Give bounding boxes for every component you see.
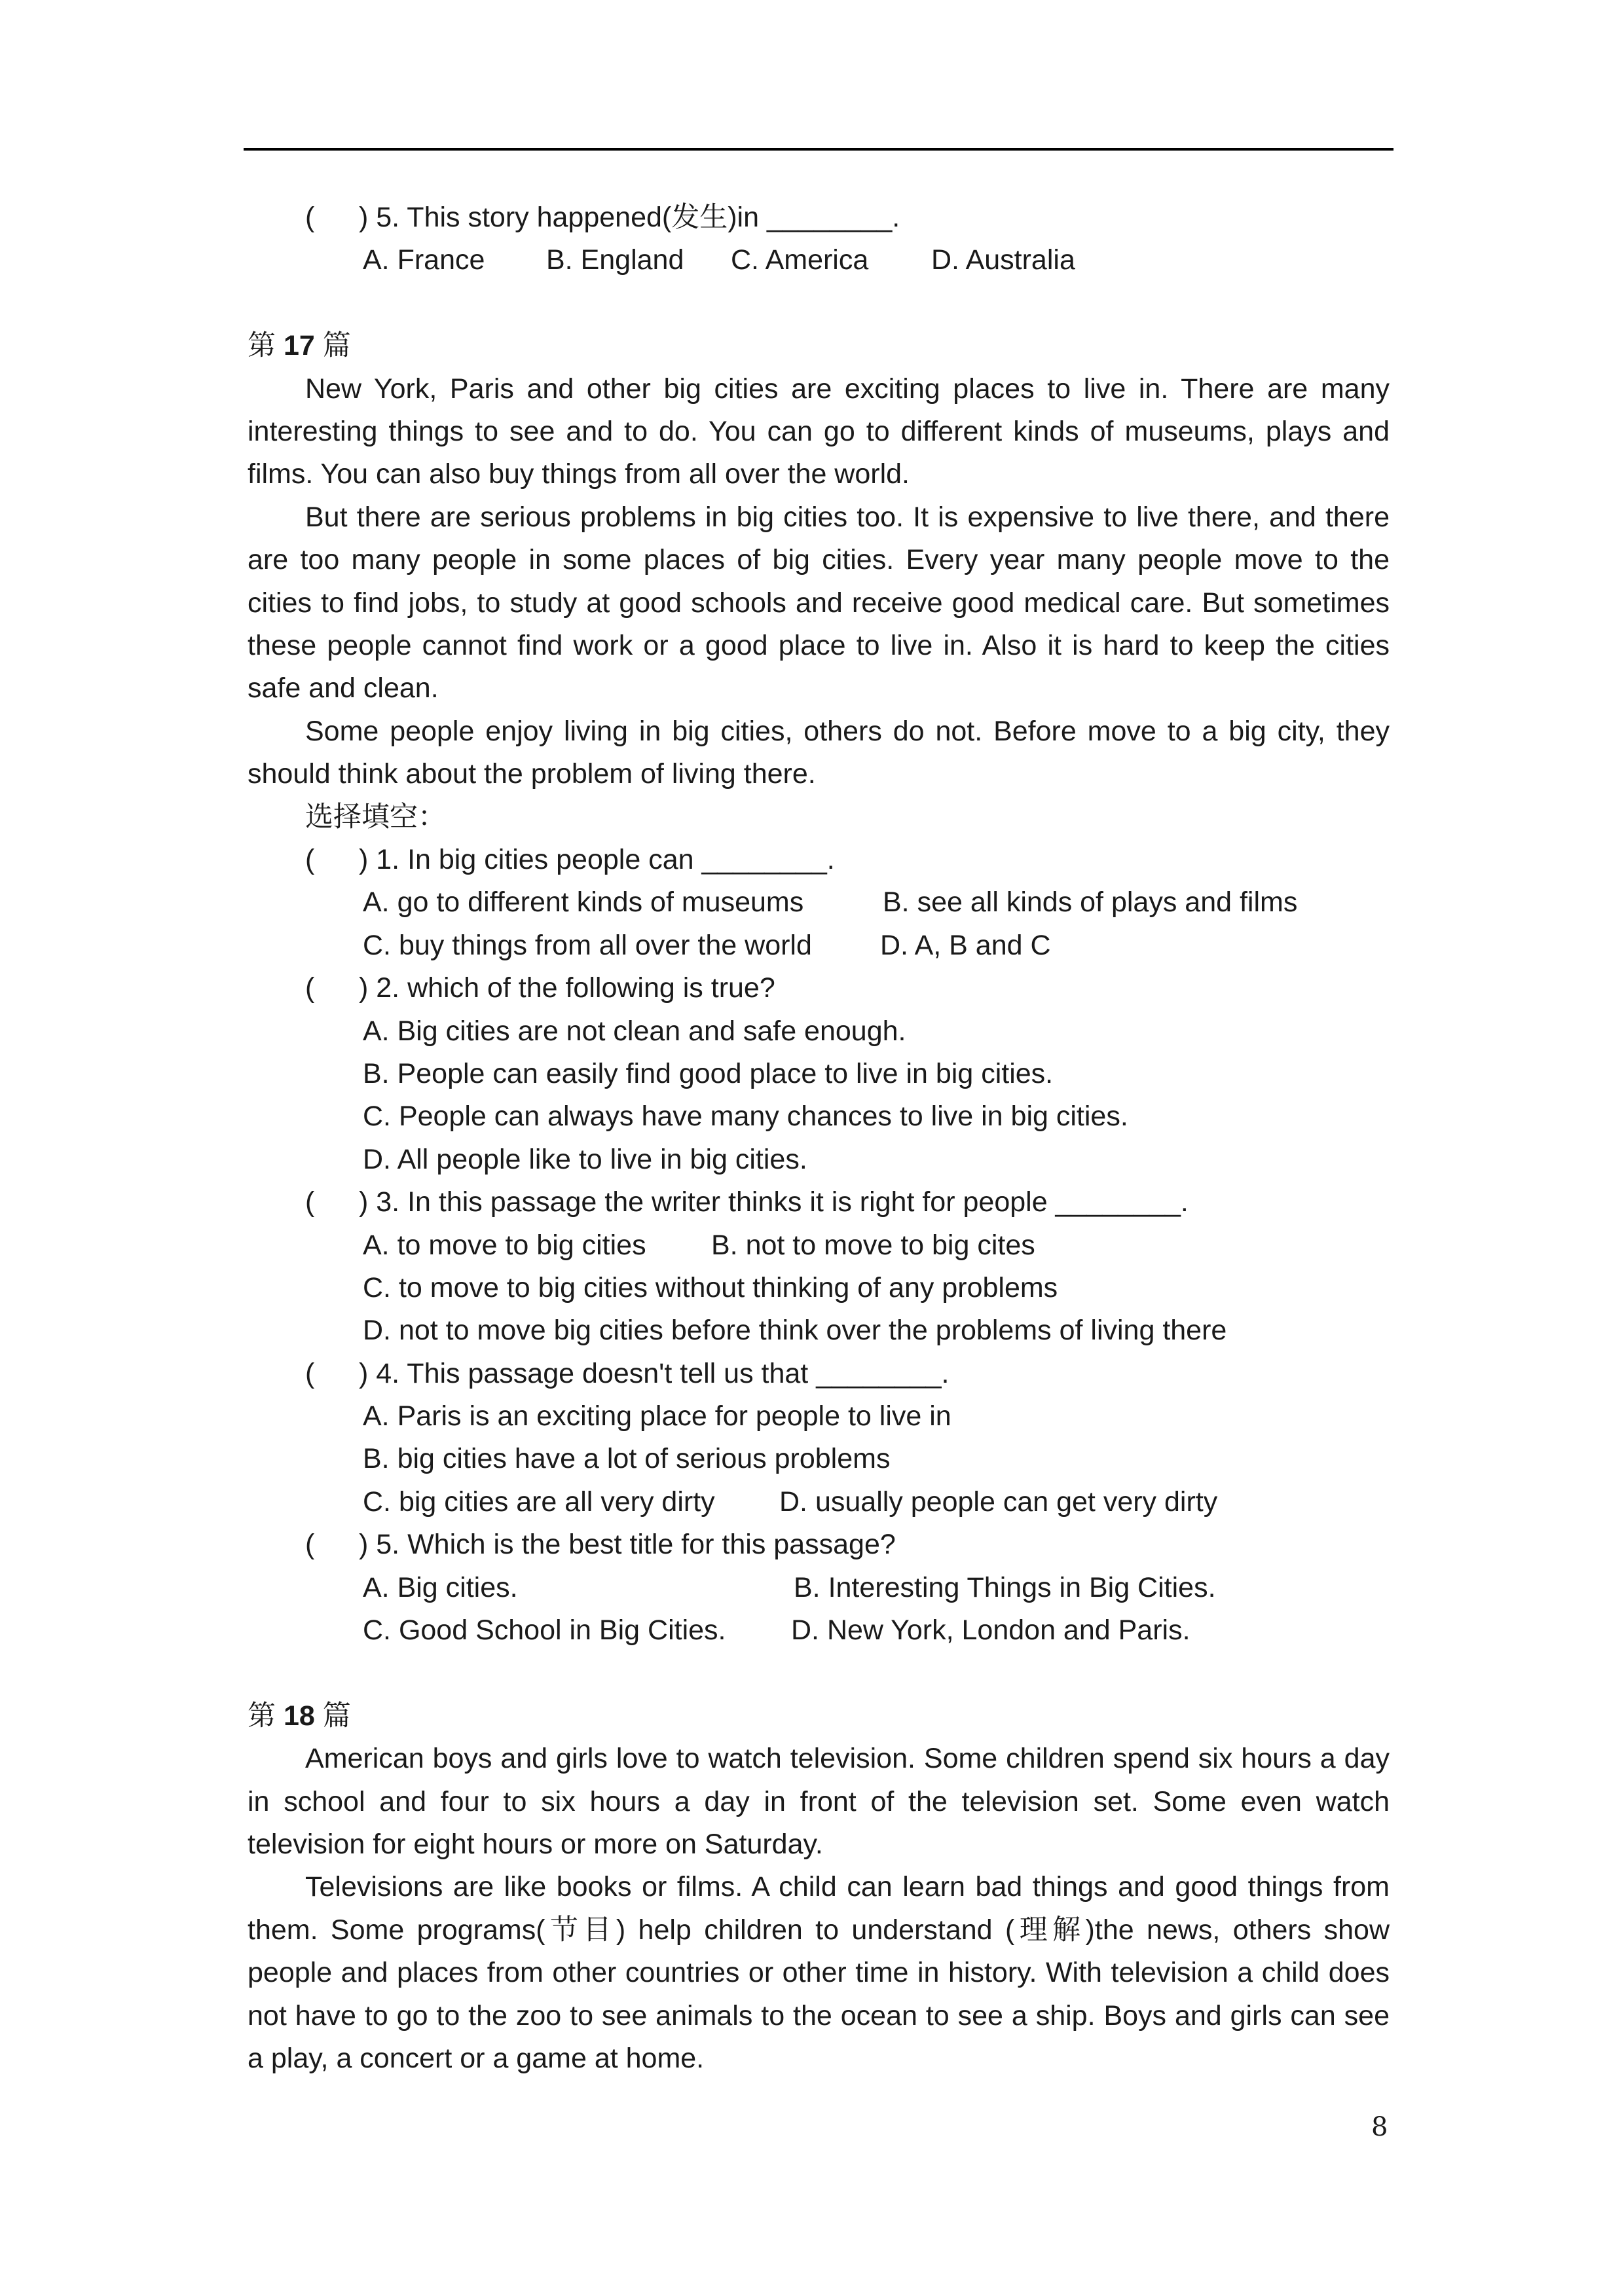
answer-paren[interactable]: ( — [305, 1186, 315, 1218]
option-c: C. America — [731, 244, 869, 276]
question-text: ) 4. This passage doesn't tell us that ________. — [359, 1357, 950, 1389]
option-a: A. Big cities. — [363, 1571, 518, 1603]
heading-suffix: 篇 — [322, 330, 351, 362]
question-text: ) 5. Which is the best title for this passage? — [359, 1529, 896, 1561]
option-row — [248, 881, 1390, 924]
option-row — [248, 1224, 1390, 1267]
option-row — [248, 1567, 1390, 1609]
question-text: ) 5. This story happened(发生)in ________. — [359, 202, 900, 233]
option-a: A. Paris is an exciting place for people to live in — [363, 1400, 951, 1432]
option-row — [248, 239, 1390, 282]
heading-suffix: 篇 — [322, 1700, 351, 1732]
passage-18-paragraph-2: Televisions are like books or films. A child can learn bad things and good things from them. Some programs(节目) help children to understand (理解)the news, others show people and places from other countries or other time in history. With television a child does not have to go to the zoo to see animals to the ocean to see a ship. Boys and girls can see a play, a concert or a game at home. — [248, 1871, 1390, 2075]
option-c: C. to move to big cities without thinking of any problems — [363, 1271, 1058, 1303]
question-3 — [248, 1181, 1390, 1224]
option-c: C. People can always have many chances to live in big cities. — [363, 1101, 1128, 1133]
question-text: ) 2. which of the following is true? — [359, 972, 775, 1004]
option-d: D. New York, London and Paris. — [791, 1614, 1190, 1647]
option-b: B. Interesting Things in Big Cities. — [794, 1571, 1216, 1603]
passage-18-heading — [248, 1695, 1390, 1738]
question-4 — [248, 1353, 1390, 1395]
question-5 — [248, 1523, 1390, 1566]
page-number: 8 — [1371, 2112, 1388, 2142]
heading-prefix: 第 — [248, 1700, 276, 1732]
answer-paren[interactable]: ( — [305, 1529, 315, 1561]
option-a: A. go to different kinds of museums — [363, 886, 804, 919]
passage-18-paragraph-1: American boys and girls love to watch television. Some children spend six hours a day in school and four to six hours a day in front of the television set. Some even watch television for eight hours or more on Saturday. — [248, 1743, 1390, 1861]
option-b: B. not to move to big cites — [711, 1229, 1035, 1261]
option-c: C. buy things from all over the world — [363, 929, 812, 961]
option-b: B. England — [546, 244, 684, 276]
option-a: A. France — [363, 244, 485, 276]
option-b: B. People can easily find good place to live in big cities. — [363, 1057, 1054, 1089]
passage-17-heading — [248, 325, 1390, 367]
answer-paren[interactable]: ( — [305, 1357, 315, 1389]
option-b: B. see all kinds of plays and films — [883, 886, 1298, 919]
option-b: B. big cities have a lot of serious problems — [363, 1443, 891, 1475]
heading-prefix: 第 — [248, 330, 276, 362]
question-1 — [248, 839, 1390, 881]
option-row — [248, 1609, 1390, 1652]
option-c: C. Good School in Big Cities. — [363, 1614, 726, 1647]
option-d: D. Australia — [931, 244, 1075, 276]
instruction-label: 选择填空： — [305, 800, 446, 833]
option-c: C. big cities are all very dirty — [363, 1485, 715, 1518]
answer-paren[interactable]: ( — [305, 972, 315, 1004]
passage-17-paragraph-1: New York, Paris and other big cities are exciting places to live in. There are many interesting things to see and to do. You can go to different kinds of museums, plays and films. You can also buy things from all over the world. — [248, 373, 1390, 490]
option-d: D. usually people can get very dirty — [779, 1485, 1218, 1518]
document-body — [248, 196, 1390, 2080]
option-d: D. A, B and C — [880, 929, 1051, 961]
option-a: A. to move to big cities — [363, 1229, 646, 1261]
answer-paren[interactable]: ( — [305, 202, 315, 233]
option-d: D. All people like to live in big cities. — [363, 1143, 807, 1175]
answer-paren[interactable]: ( — [305, 844, 315, 876]
heading-number: 18 — [283, 1700, 315, 1732]
option-row — [248, 924, 1390, 967]
heading-number: 17 — [283, 330, 315, 362]
header-rule — [244, 148, 1393, 151]
passage-17-paragraph-3: Some people enjoy living in big cities, others do not. Before move to a big city, they should think about the problem of living there. — [248, 715, 1390, 790]
option-row — [248, 1481, 1390, 1523]
question-2 — [248, 967, 1390, 1010]
question-text: ) 1. In big cities people can ________. — [359, 844, 835, 876]
option-a: A. Big cities are not clean and safe enough. — [363, 1015, 906, 1047]
option-d: D. not to move big cities before think over the problems of living there — [363, 1315, 1227, 1347]
passage-17-paragraph-2: But there are serious problems in big cities too. It is expensive to live there, and there are too many people in some places of big cities. Every year many people move to the cities to find jobs, to study at good schools and receive good medical care. But sometimes these people cannot find work or a good place to live in. Also it is hard to keep the cities safe and clean. — [248, 501, 1390, 704]
question-text: ) 3. In this passage the writer thinks it is right for people ________. — [359, 1186, 1189, 1218]
question-top-5 — [248, 196, 1390, 239]
